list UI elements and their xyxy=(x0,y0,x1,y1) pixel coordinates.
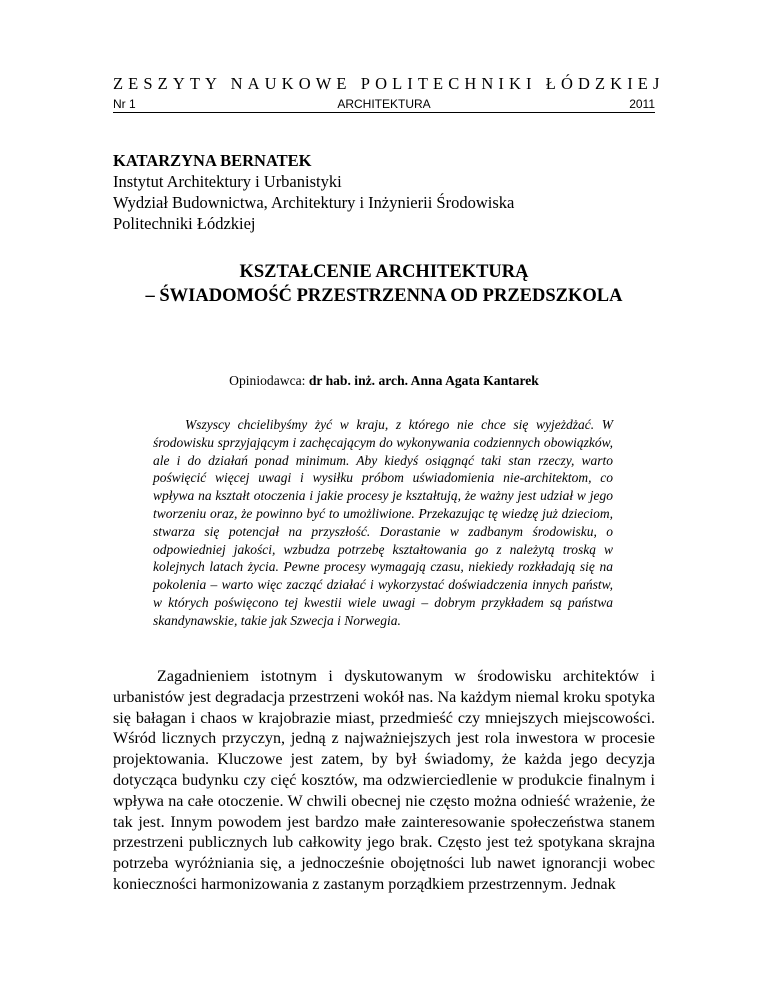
reviewer-line xyxy=(113,373,655,389)
title-line: – ŚWIADOMOŚĆ PRZESTRZENNA OD PRZEDSZKOLA xyxy=(145,286,623,306)
affiliation-line: Politechniki Łódzkiej xyxy=(113,214,256,233)
publication-year: 2011 xyxy=(629,97,655,111)
title-line: KSZTAŁCENIE ARCHITEKTURĄ xyxy=(239,262,529,282)
body-paragraph: Zagadnieniem istotnym i dyskutowanym w środowisku architektów i urbanistów jest degradacja przestrzeni wokół nas. Na każdym niemal kroku spotyka się bałagan i chaos w krajobrazie miast, przedmieść czy mniejszych miejscowości. Wśród licznych przyczyn, jedną z najważniejszych jest rola inwestora w procesie projektowania. Kluczowe jest zatem, by był świadomy, że każda jego decyzja dotycząca budynku czy cięć kosztów, ma odzwierciedlenie w produkcie finalnym i wpływa na całe otoczenie. W chwili obecnej nie często można odnieść wrażenie, że tak jest. Innym powodem jest bardzo małe zainteresowanie społeczeństwa stanem przestrzeni publicznych lub całkowity jego brak. Często jest też spotykana skrajna potrzeba wyróżniania się, a jednocześnie obojętności lub nawet ignorancji wobec konieczności harmonizowania z zastanym porządkiem przestrzennym. Jednak xyxy=(113,668,655,893)
affiliation-line: Instytut Architektury i Urbanistyki xyxy=(113,172,342,191)
journal-section: ARCHITEKTURA xyxy=(337,97,431,111)
reviewer-label: Opiniodawca: xyxy=(229,373,306,388)
header-meta xyxy=(113,97,655,111)
reviewer-name: dr hab. inż. arch. Anna Agata Kantarek xyxy=(308,373,539,388)
journal-title: ZESZYTY NAUKOWE POLITECHNIKI ŁÓDZKIEJ xyxy=(113,74,665,93)
author-name: KATARZYNA BERNATEK xyxy=(113,151,312,170)
affiliation-line: Wydział Budownictwa, Architektury i Inżynierii Środowiska xyxy=(113,193,515,212)
issue-number: Nr 1 xyxy=(113,97,136,111)
header-rule xyxy=(113,112,655,113)
paper-title xyxy=(113,260,655,308)
author-block xyxy=(113,150,514,234)
abstract: Wszyscy chcielibyśmy żyć w kraju, z którego nie chce się wyjeżdżać. W środowisku sprzyjającym i zachęcającym do wykonywania codziennych obowiązków, ale i do działań ponad minimum. Aby kiedyś osiągnąć taki stan rzeczy, warto poświęcić więcej uwagi i wysiłku próbom uświadomienia nie-architektom, co wpływa na kształt otoczenia i jakie procesy je kształtują, że ważny jest udział w jego tworzeniu oraz, że powinno być to umożliwione. Przekazując tę wiedzę już dzieciom, stwarza się potencjał na przyszłość. Dorastanie w zadbanym środowisku, o odpowiedniej jakości, wzbudza potrzebę kształtowania go z należytą troską w kolejnych latach życia. Pewne procesy wymagają czasu, niekiedy rozkładają się na pokolenia – warto więc zacząć działać i wykorzystać doświadczenia innych państw, w których poświęcono tej kwestii wiele uwagi – dobrym przykładem są państwa skandynawskie, takie jak Szwecja i Norwegia. xyxy=(153,417,613,628)
